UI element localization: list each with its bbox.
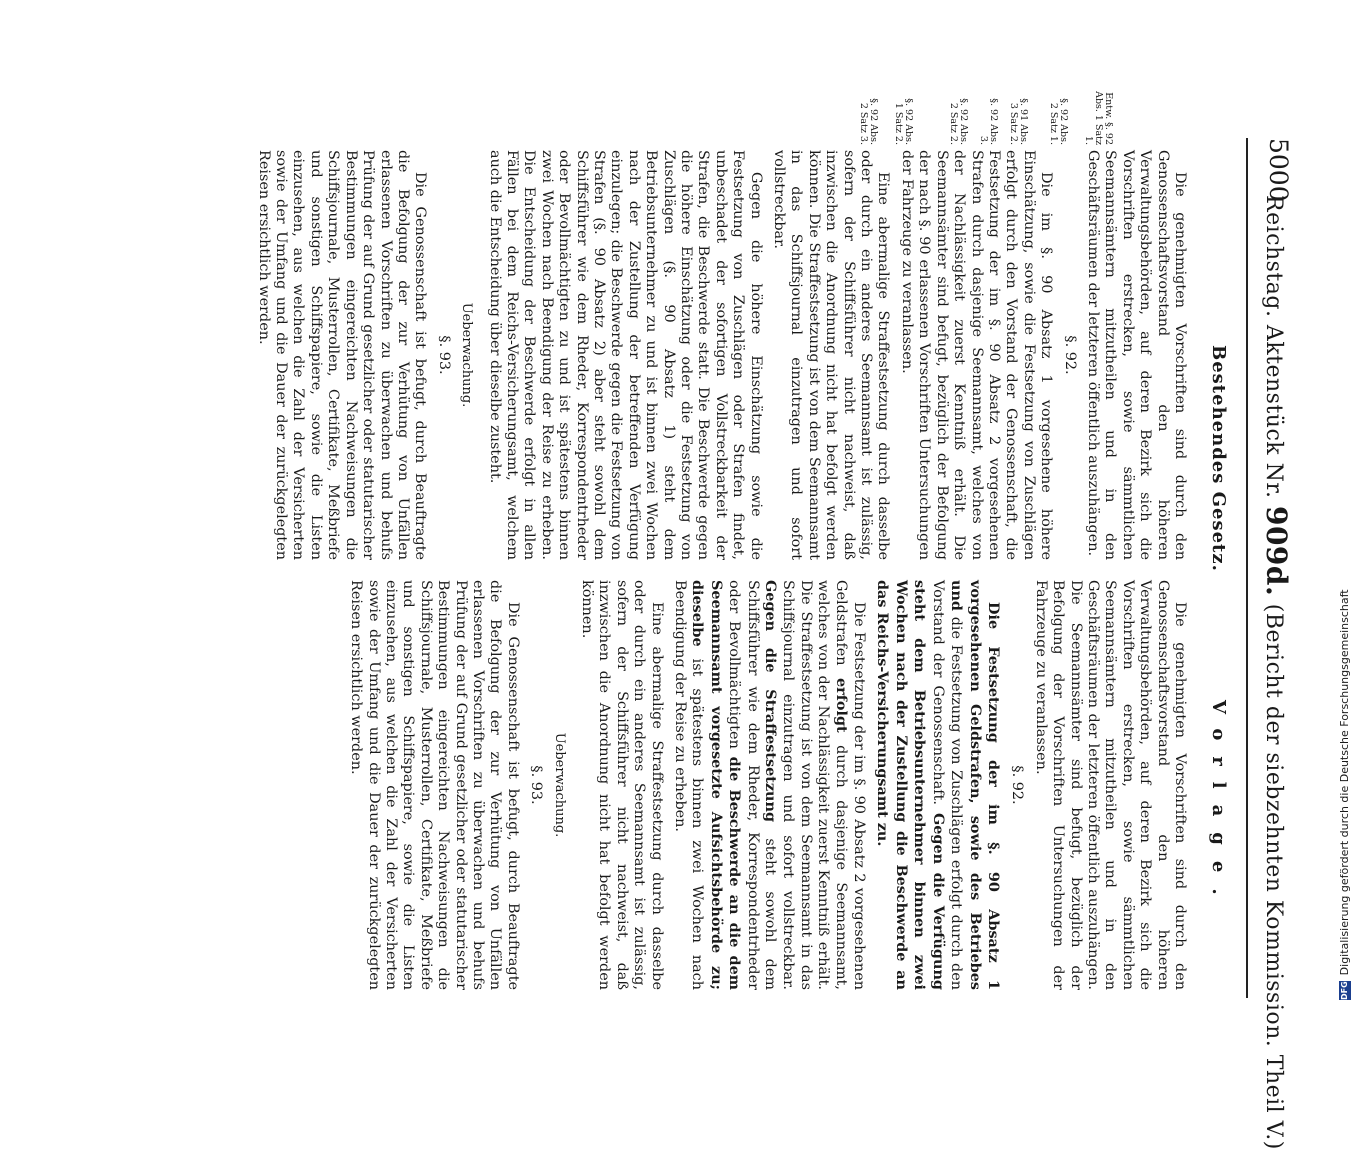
header-title-number: 909d. xyxy=(1260,505,1293,597)
paragraph: Eine abermalige Straffestsetzung durch dasselbe oder durch ein anderes Seemannsamt ist zulässig, sofern der Schiffsführer nicht nachweist, daß inzwischen die Anordnung nicht hat befolgt werden können. xyxy=(579,580,665,990)
paragraph: Die Genossenschaft ist befugt, durch Beauftragte die Befolgung der zur Verhütung von Unfällen erlassenen Vorschriften zu überwachen und behufs Prüfung der auf Grund gesetzlicher oder statutarischer Bestimmungen eingereichten Nachweisungen die Schiffsjournale, Musterrollen, Certifikate, Meßbriefe und sonstigen Schiffspapiere, sowie die Listen einzusehen, aus welchen die Zahl der Versicherten sowie der Umfang und die Dauer der zurückgelegten Reisen ersichtlich werden. xyxy=(348,580,521,990)
section-heading: §. 93. xyxy=(528,765,545,805)
emphasis: Die Festsetzung der im §. 90 Absatz 1 vorgesehenen Geldstrafen, sowie des Betriebes und xyxy=(948,580,1002,990)
margin-note: §. 92 Abs. 2 Satz 2. xyxy=(948,98,969,145)
subheading: Ueberwachung. xyxy=(551,732,567,838)
paragraph: Die genehmigten Vorschriften sind durch den Genossenschaftsvorstand den höheren Verwaltungsbehörden, auf deren Bezirk sich die Vorschriften erstrecken, sowie sämmtlichen Seemannsämtern mitzutheilen und in den Geschäftsräumen der letzteren öffentlich auszuhängen. xyxy=(1084,150,1188,560)
text: steht sowohl dem Schiffsführer wie dem Rheder, Korrespondentrheder oder Bevollmächtigten xyxy=(726,580,779,991)
right-column xyxy=(341,580,1188,990)
paragraph xyxy=(873,580,1002,990)
page-header xyxy=(1253,0,1293,1150)
paragraph: Eine abermalige Straffestsetzung durch dasselbe oder durch ein anderes Seemannsamt ist zulässig, sofern der Schiffsführer nicht nachweist, daß inzwischen die Anordnung nicht hat befolgt werden können. Die Straffestsetzung ist von dem Seemannsamt in das Schiffsjournal einzutragen und sofort vollstreckbar. xyxy=(771,150,892,560)
paragraph: Die genehmigten Vorschriften sind durch den Genossenschaftsvorstand den höheren Verwaltungsbehörden, auf deren Bezirk sich die Vorschriften erstrecken, sowie sämmtlichen Seemannsämtern mitzutheilen und in den Geschäftsräumen der letzteren öffentlich auszuhängen. Die Seemannsämter sind befugt, bezüglich der Befolgung der Vorschriften Untersuchungen der Fahrzeuge zu veranlassen. xyxy=(1032,580,1188,990)
right-column-heading: Vorlage. xyxy=(1208,700,1229,911)
text: durch dasjenige Seemannsamt, welches von der Nachlässigkeit zuerst Kenntniß erhält. Die Straffestsetzung ist von dem Seemannsamt in das Schiffsjournal einzutragen und sofort vollstreckbar. xyxy=(780,580,849,990)
section-heading: §. 93. xyxy=(435,335,452,375)
emphasis: erfolgt xyxy=(832,677,850,733)
margin-note: §. 92 Abs. 2 Satz 1. xyxy=(1048,98,1069,145)
margin-note: §. 92 Abs. 3. xyxy=(978,98,999,145)
header-rule xyxy=(1246,138,1248,998)
left-column-heading: Bestehendes Gesetz. xyxy=(1208,345,1229,572)
paragraph: Die im §. 90 Absatz 1 vorgesehene höhere Einschätzung, sowie die Festsetzung von Zuschlägen erfolgt durch den Vorstand der Genossenschaft, die Festsetzung der im §. 90 Absatz 2 vorgesehenen Strafen durch dasjenige Seemannsamt, welches von der Nachlässigkeit zuerst Kenntniß erhält. Die Seemannsämter sind befugt, bezüglich der Befolgung der nach §. 90 erlassenen Vorschriften Untersuchungen der Fahrzeuge zu veranlassen. xyxy=(898,150,1055,560)
paragraph xyxy=(671,580,867,990)
section-heading: §. 92. xyxy=(1009,765,1026,805)
paragraph: Die Genossenschaft ist befugt, durch Beauftragte die Befolgung der zur Verhütung von Unfällen erlassenen Vorschriften zu überwachen und behufs Prüfung der auf Grund gesetzlicher oder statutarischer Bestimmungen eingereichten Nachweisungen die Schiffsjournale, Musterrollen, Certifikate, Meßbriefe und sonstigen Schiffspapiere, sowie die Listen einzusehen, aus welchen die Zahl der Versicherten sowie der Umfang und die Dauer der zurückgelegten Reisen ersichtlich werden. xyxy=(255,150,429,560)
margin-note: §. 92 Abs. 2 Satz 3. xyxy=(858,98,879,145)
page-number: 5000 xyxy=(1264,138,1293,202)
header-title-suffix: (Bericht der siebzehnten Kommission. Theil V.) xyxy=(1261,596,1286,1150)
text: Die Festsetzung der im §. 90 Absatz 2 vorgesehenen Geldstrafen xyxy=(832,580,868,990)
paragraph: Gegen die höhere Einschätzung sowie die Festsetzung von Zuschlägen oder Strafen findet, unbeschadet der sofortigen Vollstreckbarkeit der Strafen, die Beschwerde statt. Die Beschwerde gegen die höhere Einschätzung oder die Festsetzung von Zuschlägen (§. 90 Absatz 1) steht dem Betriebsunternehmer zu und ist binnen zwei Wochen nach der Zustellung der betreffenden Verfügung einzulegen; die Beschwerde gegen die Festsetzung von Strafen (§. 90 Absatz 2) aber steht sowohl dem Schiffsführer wie dem Rheder, Korrespondentrheder oder Bevollmächtigten zu und ist spätestens binnen zwei Wochen nach Beendigung der Reise zu erheben. Die Entscheidung der Beschwerde erfolgt in allen Fällen bei dem Reichs-Versicherungsamt, welchem auch die Entscheidung über dieselbe zusteht. xyxy=(486,150,764,560)
footer-text: Digitalisierung gefördert durch die Deutsche Forschungsgemeinschaft xyxy=(1338,589,1351,976)
text: ist spätestens binnen zwei Wochen nach Beendigung der Reise zu erheben. xyxy=(672,580,706,990)
margin-note: §. 91 Abs. 3 Satz 2. xyxy=(1008,98,1029,145)
emphasis: die Beschwerde an die dem Seemannsamt vorgesetzte Aufsichtsbehörde zu; dieselbe xyxy=(689,580,744,990)
margin-note: §. 92 Abs. 1 Satz 2. xyxy=(893,98,914,145)
left-column xyxy=(248,150,1188,560)
margin-note: Entw. §. 92 Abs. 1 Satz 1. xyxy=(1083,91,1114,145)
emphasis: Gegen die Verfügung steht dem Betriebsunternehmer binnen zwei Wochen nach der Zustellung die Beschwerde an das Reichs-Versicherungsamt zu. xyxy=(874,580,947,990)
digitization-footer xyxy=(1338,589,1351,1000)
dfg-logo: DFG xyxy=(1339,981,1349,1000)
text: die Festsetzung von Zuschlägen erfolgt durch den Vorstand der Genossenschaft. xyxy=(929,580,965,990)
section-heading: §. 92. xyxy=(1061,335,1078,375)
subheading: Ueberwachung. xyxy=(459,302,475,408)
header-title xyxy=(1260,195,1293,1150)
header-title-prefix: Reichstag. Aktenstück Nr. xyxy=(1261,195,1286,506)
emphasis: Gegen die Straffestsetzung xyxy=(762,580,780,823)
